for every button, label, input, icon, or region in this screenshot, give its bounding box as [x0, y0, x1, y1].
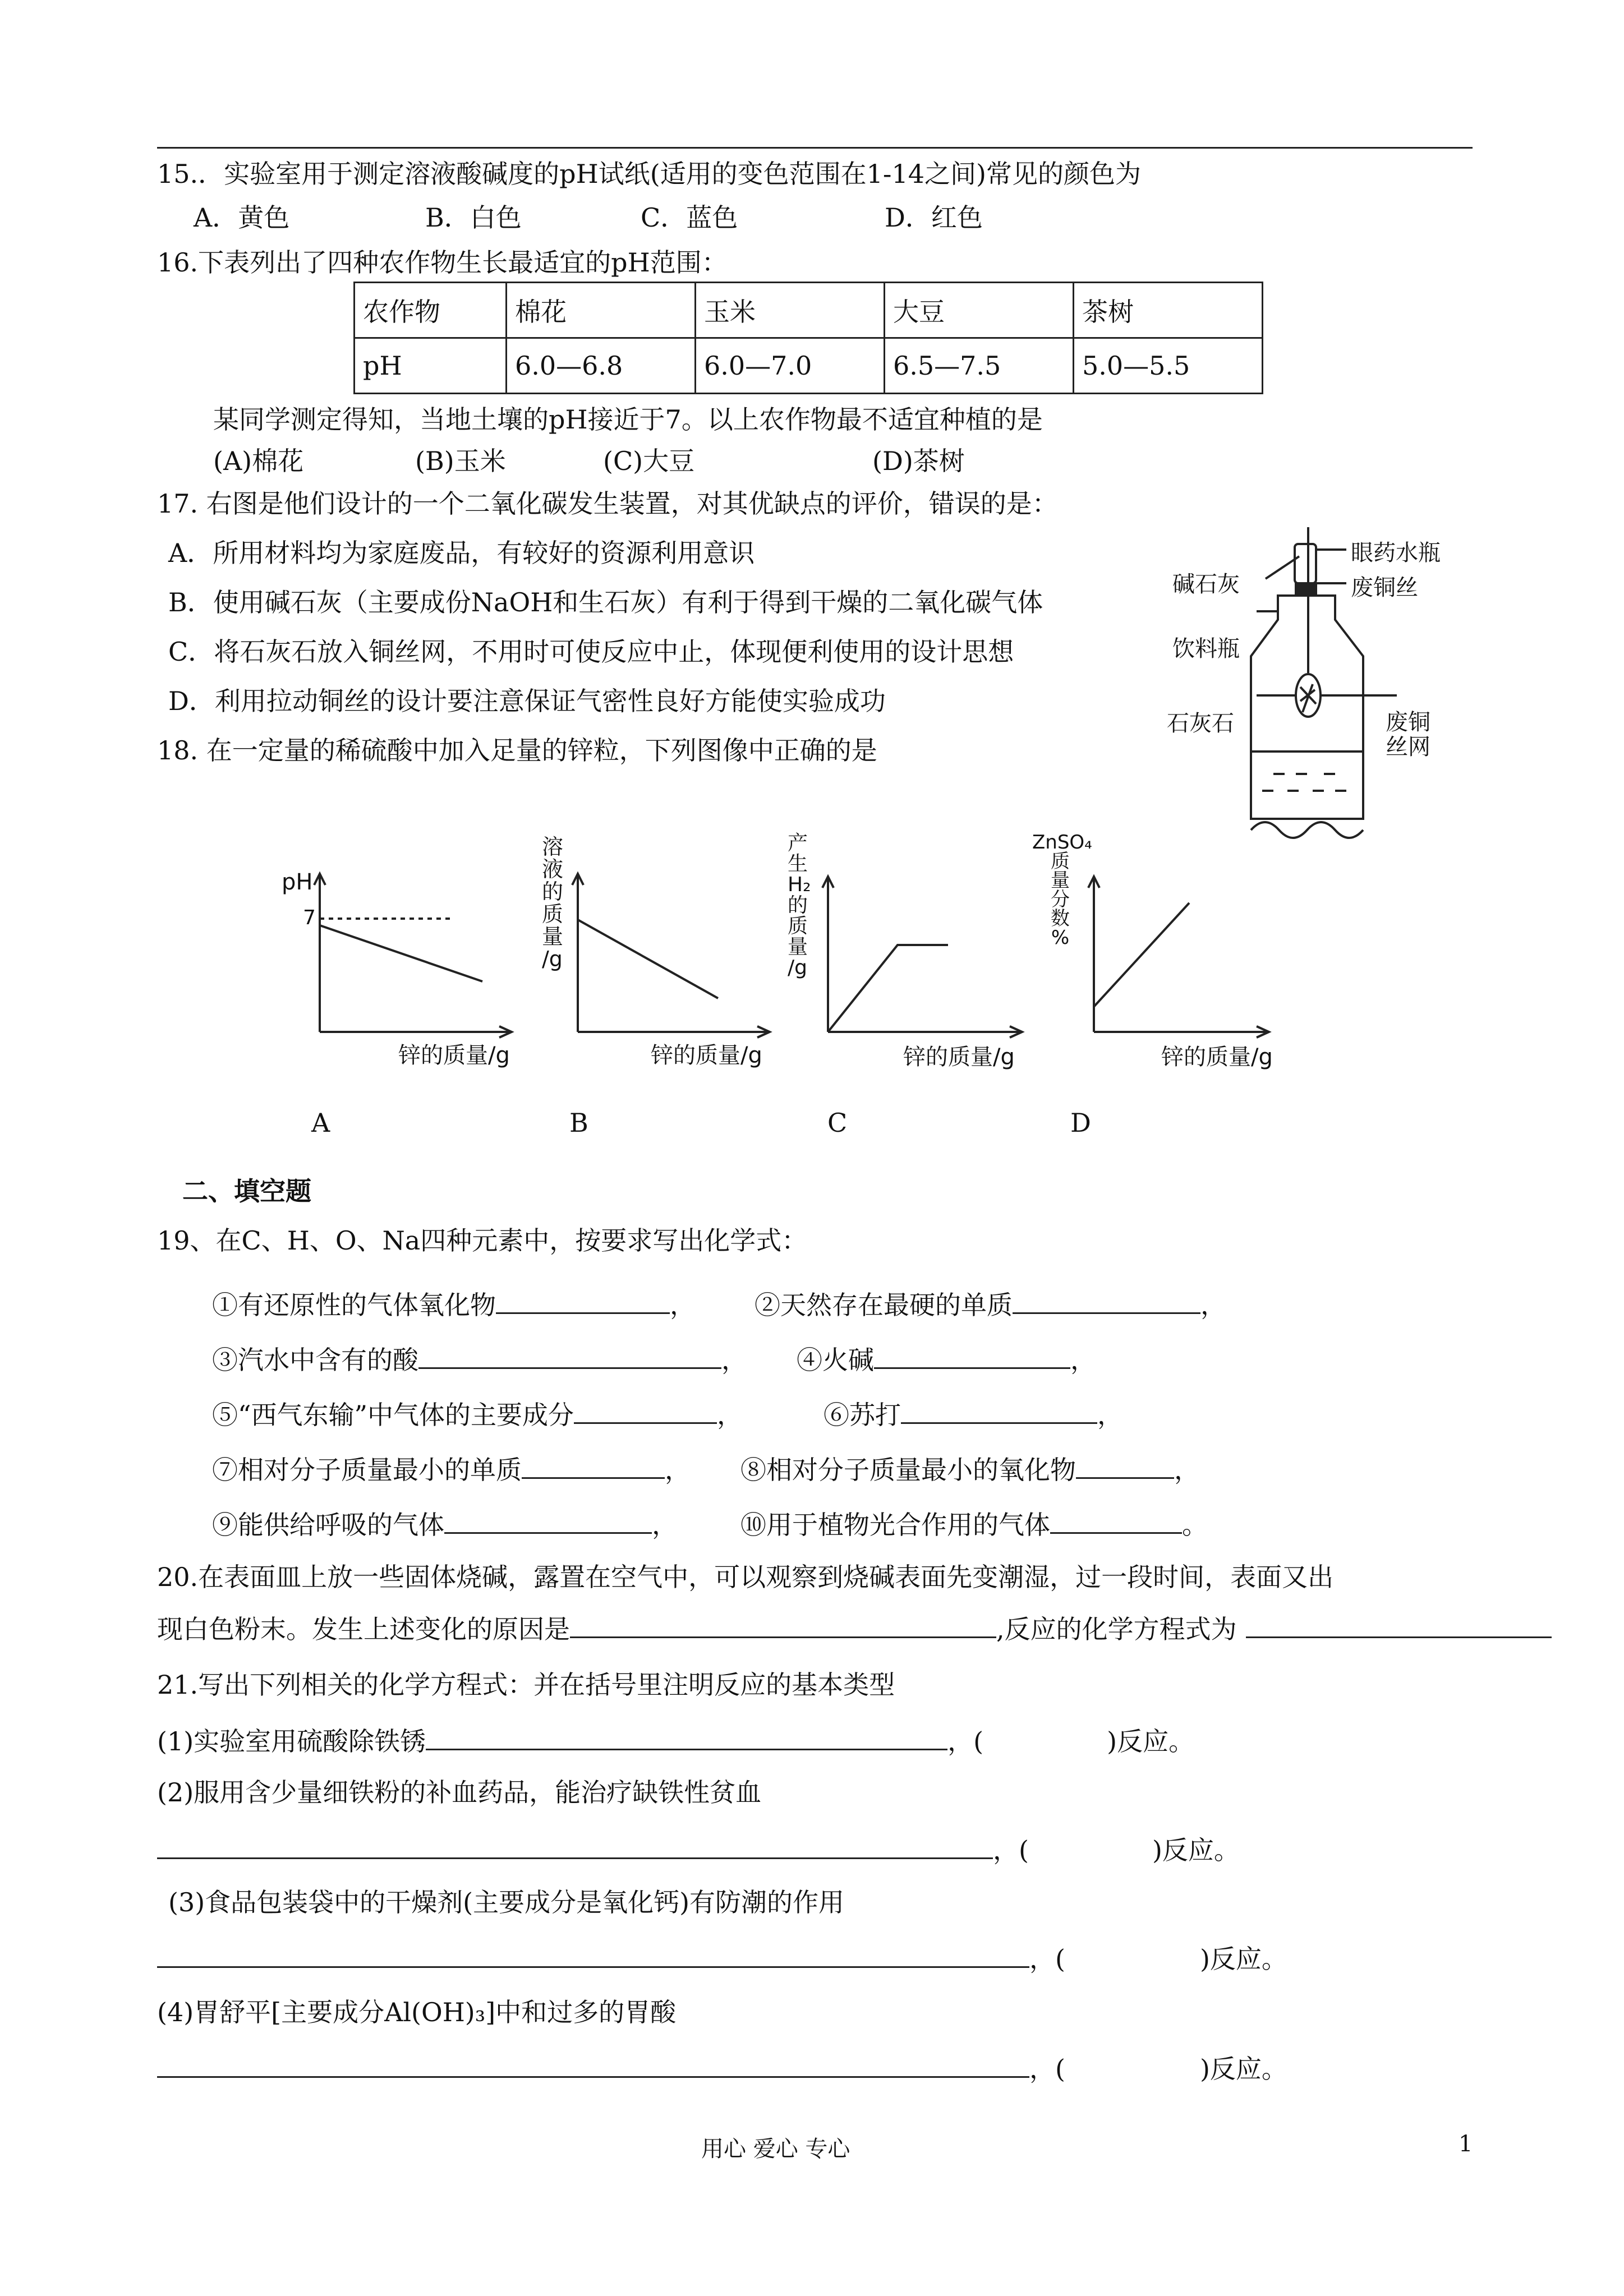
answer-blank[interactable]: [444, 1507, 652, 1534]
label-copper-mesh-1: 废铜: [1386, 709, 1430, 735]
q16-option-d: (D)茶树: [872, 446, 965, 476]
q19-item-5: ⑤“西气东输”中气体的主要成分 ，: [212, 1398, 743, 1432]
table-cell: 茶树: [1074, 283, 1263, 338]
graph-b: [533, 836, 780, 1088]
answer-blank[interactable]: [874, 1343, 1070, 1369]
graph-b-letter: B: [569, 1108, 588, 1138]
q21-stem: 21.写出下列相关的化学方程式：并在括号里注明反应的基本类型: [157, 1670, 895, 1700]
graph-c-plot: [785, 833, 1032, 1043]
q19-item-3: ③汽水中含有的酸 ，: [212, 1343, 747, 1377]
table-row: [355, 283, 1263, 338]
q21-item-3-answer: ，( )反应。: [157, 1942, 1287, 1976]
answer-blank[interactable]: [570, 1612, 996, 1638]
q21-item-2-answer: ，( )反应。: [157, 1833, 1240, 1867]
answer-blank[interactable]: [1050, 1507, 1182, 1534]
q15-option-a: A．黄色: [194, 202, 290, 233]
answer-blank[interactable]: [496, 1288, 670, 1314]
label-drink-bottle: 饮料瓶: [1172, 636, 1240, 662]
q17-option-d: D．利用拉动铜丝的设计要注意保证气密性良好方能使实验成功: [168, 686, 886, 716]
graph-a-tick-7: 7: [303, 906, 316, 929]
footer-motto: 用心 爱心 专心: [701, 2136, 850, 2162]
graph-d-xlabel: 锌的质量/g: [1161, 1044, 1273, 1070]
graph-d: [1032, 833, 1279, 1091]
table-cell: 农作物: [355, 283, 507, 338]
q21-item-4-answer: ，( )反应。: [157, 2051, 1287, 2086]
graph-c-ylabel: 产 生 H₂ 的 质 量 /g: [788, 832, 811, 979]
q19-stem: 19、在C、H、O、Na四种元素中，按要求写出化学式：: [157, 1225, 808, 1256]
answer-blank[interactable]: [522, 1453, 665, 1479]
answer-blank[interactable]: [157, 1942, 1029, 1968]
q19-item-10: ⑩用于植物光合作用的气体 。: [740, 1507, 1208, 1542]
answer-blank[interactable]: [1076, 1453, 1174, 1479]
q19-item-7: ⑦相对分子质量最小的单质 ，: [212, 1453, 691, 1487]
q21-item-3: (3)食品包装袋中的干燥剂(主要成分是氧化钙)有防潮的作用: [168, 1887, 845, 1917]
q19-item-9: ⑨能供给呼吸的气体 ，: [212, 1507, 678, 1542]
table-cell: 6.0—6.8: [507, 338, 696, 394]
section-title: 二、填空题: [182, 1176, 311, 1206]
q21-item-2: (2)服用含少量细铁粉的补血药品，能治疗缺铁性贫血: [157, 1777, 762, 1808]
graph-c-xlabel: 锌的质量/g: [903, 1044, 1015, 1070]
answer-blank[interactable]: [1246, 1612, 1552, 1638]
table-cell: pH: [355, 338, 507, 394]
ph-range-table: [353, 282, 1263, 394]
q21-item-4: (4)胃舒平[主要成分Al(OH)₃]中和过多的胃酸: [157, 1997, 677, 2027]
q19-item-2: ②天然存在最硬的单质 ，: [755, 1288, 1226, 1322]
graph-b-plot: [533, 836, 780, 1043]
co2-apparatus-figure: [1161, 527, 1487, 852]
q18-stem: 18. 在一定量的稀硫酸中加入足量的锌粒，下列图像中正确的是: [157, 735, 877, 766]
answer-blank[interactable]: [418, 1343, 721, 1369]
q16-option-b: (B)玉米: [415, 446, 506, 476]
q17-option-b: B．使用碱石灰（主要成份NaOH和生石灰）有利于得到干燥的二氧化碳气体: [168, 587, 1043, 617]
q16-option-c: (C)大豆: [603, 446, 695, 476]
table-cell: 玉米: [696, 283, 885, 338]
page-number: 1: [1459, 2131, 1473, 2157]
q19-item-4: ④火碱 ，: [797, 1343, 1096, 1377]
graph-c: [785, 833, 1032, 1091]
graph-b-xlabel: 锌的质量/g: [651, 1043, 762, 1068]
graph-c-letter: C: [827, 1108, 848, 1138]
graph-d-ylabel: ZnSO₄ 质 量 分 数 %: [1032, 831, 1092, 949]
label-copper-wire: 废铜丝: [1351, 575, 1418, 601]
table-row: [355, 338, 1263, 394]
q20-line1: 20.在表面皿上放一些固体烧碱，露置在空气中，可以观察到烧碱表面先变潮湿，过一段时间，表面又出: [157, 1562, 1334, 1592]
q16-stem: 16.下表列出了四种农作物生长最适宜的pH范围：: [157, 247, 728, 278]
q19-item-6: ⑥苏打 ，: [823, 1398, 1123, 1432]
table-cell: 6.5—7.5: [885, 338, 1074, 394]
answer-blank[interactable]: [901, 1398, 1097, 1424]
q21-item-1: (1)实验室用硫酸除铁锈 ，( )反应。: [157, 1724, 1194, 1758]
answer-blank[interactable]: [157, 2051, 1029, 2078]
q17-option-a: A．所用材料均为家庭废品，有较好的资源利用意识: [168, 538, 755, 568]
table-cell: 棉花: [507, 283, 696, 338]
label-dropper-bottle: 眼药水瓶: [1351, 540, 1441, 566]
table-cell: 5.0—5.5: [1074, 338, 1263, 394]
q20-line2: 现白色粉末。发生上述变化的原因是 ,反应的化学方程式为: [157, 1612, 1552, 1646]
q15-option-d: D．红色: [885, 202, 983, 233]
q19-item-1: ①有还原性的气体氧化物 ，: [212, 1288, 696, 1322]
q15-stem: 15.．实验室用于测定溶液酸碱度的pH试纸(适用的变色范围在1-14之间)常见的颜色为: [157, 159, 1141, 189]
q16-question: 某同学测定得知，当地土壤的pH接近于7。以上农作物最不适宜种植的是: [213, 404, 1043, 435]
q19-item-8: ⑧相对分子质量最小的氧化物 ，: [740, 1453, 1200, 1487]
q16-option-a: (A)棉花: [213, 446, 304, 476]
table-cell: 6.0—7.0: [696, 338, 885, 394]
table-cell: 大豆: [885, 283, 1074, 338]
graph-b-ylabel: 溶 液 的 质 量 /g: [542, 835, 564, 971]
label-limestone: 石灰石: [1167, 711, 1234, 736]
q15-option-c: C．蓝色: [641, 202, 738, 233]
graph-a-xlabel: 锌的质量/g: [398, 1043, 510, 1068]
answer-blank[interactable]: [157, 1833, 993, 1859]
label-soda-lime: 碱石灰: [1172, 571, 1240, 597]
label-copper-mesh-2: 丝网: [1386, 734, 1430, 760]
answer-blank[interactable]: [574, 1398, 717, 1424]
answer-blank[interactable]: [426, 1724, 947, 1750]
graph-a-ylabel: pH: [282, 869, 313, 895]
header-rule: [157, 147, 1473, 149]
graph-a: [275, 864, 522, 1088]
answer-blank[interactable]: [1013, 1288, 1200, 1314]
q15-option-b: B．白色: [425, 202, 522, 233]
graph-d-letter: D: [1070, 1108, 1091, 1138]
q17-option-c: C．将石灰石放入铜丝网，不用时可使反应中止，体现便利使用的设计思想: [168, 637, 1014, 667]
q17-stem: 17. 右图是他们设计的一个二氧化碳发生装置，对其优缺点的评价，错误的是：: [157, 488, 1058, 519]
graph-a-letter: A: [311, 1108, 330, 1138]
